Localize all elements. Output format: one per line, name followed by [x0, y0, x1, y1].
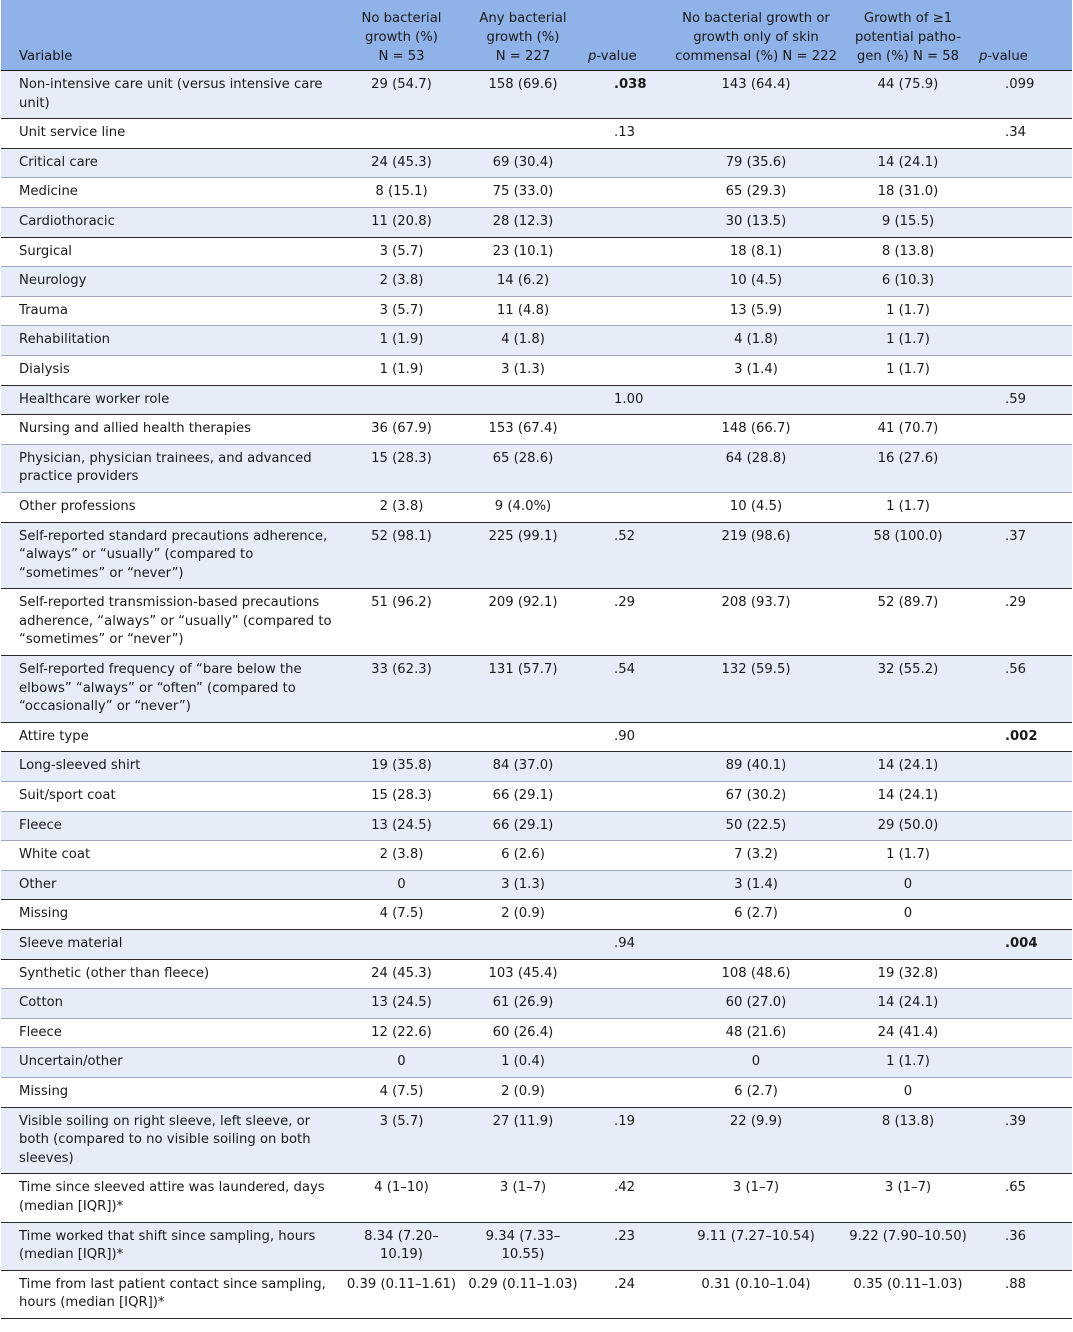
cell-p-value-2: [975, 148, 1072, 178]
cell-pathogen: 9 (15.5): [841, 207, 975, 237]
cell-pathogen: 41 (70.7): [841, 415, 975, 445]
cell-p-value-2: [975, 492, 1072, 522]
cell-p-value-2: [975, 237, 1072, 267]
cell-p-value-2: [975, 267, 1072, 297]
table-row: [1, 148, 1072, 178]
cell-p-value-2: [975, 900, 1072, 930]
cell-p-value-2: [975, 355, 1072, 385]
cell-no-growth: 12 (22.6): [341, 1018, 462, 1048]
cell-pathogen: 0: [841, 870, 975, 900]
cell-any-growth: 61 (26.9): [462, 989, 584, 1019]
table-row: [1, 1222, 1072, 1270]
cell-p-value-1: .52: [584, 522, 671, 589]
cell-commensal: 22 (9.9): [671, 1107, 841, 1174]
cell-commensal: 3 (1.4): [671, 355, 841, 385]
cell-commensal: [671, 722, 841, 752]
cell-any-growth: [462, 930, 584, 960]
header-p-value-2: [975, 0, 1072, 71]
header-p-italic: p: [979, 49, 988, 64]
cell-any-growth: 66 (29.1): [462, 782, 584, 812]
cell-pathogen: 32 (55.2): [841, 656, 975, 723]
cell-p-value-1: [584, 1077, 671, 1107]
cell-p-value-1: .13: [584, 119, 671, 149]
cell-p-value-2: .36: [975, 1222, 1072, 1270]
cell-p-value-2: [975, 782, 1072, 812]
cell-pathogen: 58 (100.0): [841, 522, 975, 589]
cell-no-growth: 2 (3.8): [341, 492, 462, 522]
cell-p-value-1: .54: [584, 656, 671, 723]
cell-p-value-1: .24: [584, 1270, 671, 1318]
cell-no-growth: 29 (54.7): [341, 71, 462, 119]
cell-commensal: 60 (27.0): [671, 989, 841, 1019]
cell-variable: Other professions: [1, 492, 341, 522]
cell-commensal: 3 (1.4): [671, 870, 841, 900]
cell-no-growth: 15 (28.3): [341, 444, 462, 492]
cell-p-value-2: [975, 752, 1072, 782]
cell-commensal: 132 (59.5): [671, 656, 841, 723]
cell-pathogen: 24 (41.4): [841, 1018, 975, 1048]
cell-no-growth: 3 (5.7): [341, 237, 462, 267]
cell-variable: Neurology: [1, 267, 341, 297]
cell-no-growth: 24 (45.3): [341, 148, 462, 178]
table-row: [1, 207, 1072, 237]
cell-p-value-2: .56: [975, 656, 1072, 723]
cell-p-value-2: .37: [975, 522, 1072, 589]
cell-pathogen: 0.35 (0.11–1.03): [841, 1270, 975, 1318]
cell-p-value-2: [975, 1018, 1072, 1048]
header-p-value-1: [584, 0, 671, 71]
table-row: [1, 119, 1072, 149]
cell-variable: Missing: [1, 1077, 341, 1107]
cell-variable: Nursing and allied health therapies: [1, 415, 341, 445]
cell-variable: Visible soiling on right sleeve, left sleeve, or both (compared to no visible soiling on both sleeves): [1, 1107, 341, 1174]
cell-variable: Physician, physician trainees, and advanced practice providers: [1, 444, 341, 492]
header-pathogen: [841, 0, 975, 71]
table-row: [1, 237, 1072, 267]
cell-no-growth: 1 (1.9): [341, 326, 462, 356]
cell-pathogen: 29 (50.0): [841, 811, 975, 841]
cell-p-value-2: .59: [975, 385, 1072, 415]
cell-any-growth: 11 (4.8): [462, 296, 584, 326]
table-row: [1, 415, 1072, 445]
cell-any-growth: 14 (6.2): [462, 267, 584, 297]
cell-any-growth: 3 (1.3): [462, 870, 584, 900]
cell-commensal: 18 (8.1): [671, 237, 841, 267]
cell-any-growth: 69 (30.4): [462, 148, 584, 178]
cell-commensal: 0: [671, 1048, 841, 1078]
cell-pathogen: [841, 722, 975, 752]
cell-commensal: 7 (3.2): [671, 841, 841, 871]
cell-p-value-2: [975, 811, 1072, 841]
cell-no-growth: 0.39 (0.11–1.61): [341, 1270, 462, 1318]
cell-commensal: 3 (1–7): [671, 1174, 841, 1222]
cell-variable: Time from last patient contact since sampling, hours (median [IQR])*: [1, 1270, 341, 1318]
cell-variable: Unit service line: [1, 119, 341, 149]
cell-commensal: 67 (30.2): [671, 782, 841, 812]
cell-any-growth: 6 (2.6): [462, 841, 584, 871]
cell-commensal: [671, 385, 841, 415]
header-commensal-line2: growth only of skin: [693, 30, 819, 45]
cell-commensal: 9.11 (7.27–10.54): [671, 1222, 841, 1270]
cell-p-value-2: [975, 444, 1072, 492]
header-p-suffix: -value: [987, 49, 1028, 64]
cell-pathogen: [841, 930, 975, 960]
cell-pathogen: 6 (10.3): [841, 267, 975, 297]
cell-variable: Self-reported frequency of “bare below the elbows” “always” or “often” (compared to “occasionally” or “never”): [1, 656, 341, 723]
cell-p-value-2: [975, 1048, 1072, 1078]
cell-p-value-1: 1.00: [584, 385, 671, 415]
cell-p-value-1: [584, 492, 671, 522]
cell-commensal: 219 (98.6): [671, 522, 841, 589]
cell-no-growth: 11 (20.8): [341, 207, 462, 237]
cell-commensal: [671, 119, 841, 149]
cell-no-growth: 24 (45.3): [341, 959, 462, 989]
header-commensal-line3: commensal (%) N = 222: [675, 49, 837, 64]
cell-variable: Uncertain/other: [1, 1048, 341, 1078]
cell-p-value-2: [975, 415, 1072, 445]
cell-p-value-1: .42: [584, 1174, 671, 1222]
cell-no-growth: 4 (7.5): [341, 1077, 462, 1107]
cell-p-value-2: [975, 870, 1072, 900]
cell-no-growth: 3 (5.7): [341, 1107, 462, 1174]
cell-any-growth: 1 (0.4): [462, 1048, 584, 1078]
cell-any-growth: [462, 119, 584, 149]
cell-no-growth: 8 (15.1): [341, 178, 462, 208]
table-row: [1, 1107, 1072, 1174]
cell-p-value-1: [584, 870, 671, 900]
cell-p-value-1: [584, 900, 671, 930]
cell-p-value-2: .29: [975, 589, 1072, 656]
cell-variable: Fleece: [1, 1018, 341, 1048]
cell-p-value-1: [584, 207, 671, 237]
table-row: [1, 989, 1072, 1019]
cell-p-value-2: [975, 296, 1072, 326]
cell-p-value-1: [584, 415, 671, 445]
cell-no-growth: 52 (98.1): [341, 522, 462, 589]
table-row: [1, 296, 1072, 326]
cell-p-value-1: .19: [584, 1107, 671, 1174]
cell-pathogen: 0: [841, 1077, 975, 1107]
cell-any-growth: 0.29 (0.11–1.03): [462, 1270, 584, 1318]
cell-pathogen: 0: [841, 900, 975, 930]
cell-p-value-2: .34: [975, 119, 1072, 149]
cell-variable: Cotton: [1, 989, 341, 1019]
header-any-growth: [462, 0, 584, 71]
cell-p-value-2: [975, 178, 1072, 208]
cell-variable: White coat: [1, 841, 341, 871]
cell-any-growth: 103 (45.4): [462, 959, 584, 989]
header-pathogen-line3: gen (%) N = 58: [856, 49, 960, 64]
table-row: [1, 1048, 1072, 1078]
cell-commensal: 89 (40.1): [671, 752, 841, 782]
cell-p-value-2: [975, 841, 1072, 871]
cell-p-value-1: [584, 1048, 671, 1078]
cell-no-growth: 8.34 (7.20–10.19): [341, 1222, 462, 1270]
table-body: [1, 71, 1072, 1319]
cell-commensal: 0.31 (0.10–1.04): [671, 1270, 841, 1318]
cell-no-growth: 33 (62.3): [341, 656, 462, 723]
cell-any-growth: 225 (99.1): [462, 522, 584, 589]
cell-any-growth: 131 (57.7): [462, 656, 584, 723]
cell-no-growth: 4 (1–10): [341, 1174, 462, 1222]
cell-any-growth: 4 (1.8): [462, 326, 584, 356]
header-no-growth-line3: N = 53: [378, 49, 425, 64]
cell-commensal: 30 (13.5): [671, 207, 841, 237]
cell-p-value-1: [584, 752, 671, 782]
cell-p-value-1: .038: [584, 71, 671, 119]
table-row: [1, 522, 1072, 589]
cell-variable: Fleece: [1, 811, 341, 841]
cell-no-growth: 0: [341, 870, 462, 900]
cell-pathogen: 18 (31.0): [841, 178, 975, 208]
cell-no-growth: 51 (96.2): [341, 589, 462, 656]
cell-commensal: 10 (4.5): [671, 492, 841, 522]
table-row: [1, 1018, 1072, 1048]
table-row: [1, 811, 1072, 841]
cell-pathogen: 3 (1–7): [841, 1174, 975, 1222]
cell-pathogen: [841, 119, 975, 149]
header-commensal: [671, 0, 841, 71]
cell-commensal: 79 (35.6): [671, 148, 841, 178]
cell-pathogen: 8 (13.8): [841, 1107, 975, 1174]
cell-no-growth: 2 (3.8): [341, 841, 462, 871]
table-row: [1, 870, 1072, 900]
cell-commensal: 148 (66.7): [671, 415, 841, 445]
cell-commensal: 50 (22.5): [671, 811, 841, 841]
cell-no-growth: [341, 119, 462, 149]
table-row: [1, 841, 1072, 871]
cell-p-value-1: [584, 444, 671, 492]
table-row: [1, 71, 1072, 119]
cell-pathogen: [841, 385, 975, 415]
header-any-growth-line1: Any bacterial: [479, 11, 567, 26]
cell-pathogen: 52 (89.7): [841, 589, 975, 656]
cell-pathogen: 16 (27.6): [841, 444, 975, 492]
cell-no-growth: 1 (1.9): [341, 355, 462, 385]
cell-variable: Critical care: [1, 148, 341, 178]
cell-variable: Healthcare worker role: [1, 385, 341, 415]
cell-any-growth: 209 (92.1): [462, 589, 584, 656]
cell-any-growth: 65 (28.6): [462, 444, 584, 492]
cell-p-value-2: .65: [975, 1174, 1072, 1222]
cell-p-value-1: [584, 782, 671, 812]
cell-pathogen: 1 (1.7): [841, 1048, 975, 1078]
cell-p-value-1: [584, 267, 671, 297]
cell-any-growth: 60 (26.4): [462, 1018, 584, 1048]
table-row: [1, 752, 1072, 782]
cell-p-value-2: [975, 207, 1072, 237]
cell-commensal: [671, 930, 841, 960]
cell-pathogen: 44 (75.9): [841, 71, 975, 119]
cell-p-value-1: [584, 355, 671, 385]
cell-variable: Time worked that shift since sampling, hours (median [IQR])*: [1, 1222, 341, 1270]
cell-p-value-1: [584, 841, 671, 871]
cell-variable: Other: [1, 870, 341, 900]
cell-pathogen: 14 (24.1): [841, 989, 975, 1019]
cell-variable: Cardiothoracic: [1, 207, 341, 237]
cell-variable: Long-sleeved shirt: [1, 752, 341, 782]
cell-commensal: 208 (93.7): [671, 589, 841, 656]
table-row: [1, 385, 1072, 415]
cell-p-value-1: [584, 989, 671, 1019]
cell-p-value-1: [584, 148, 671, 178]
header-pathogen-line2: potential patho-: [855, 30, 961, 45]
cell-p-value-1: .94: [584, 930, 671, 960]
cell-variable: Rehabilitation: [1, 326, 341, 356]
table-row: [1, 1174, 1072, 1222]
cell-commensal: 143 (64.4): [671, 71, 841, 119]
cell-commensal: 6 (2.7): [671, 900, 841, 930]
table-row: [1, 326, 1072, 356]
cell-no-growth: 13 (24.5): [341, 989, 462, 1019]
table-row: [1, 782, 1072, 812]
data-table: [1, 0, 1072, 1319]
cell-variable: Self-reported standard precautions adherence, “always” or “usually” (compared to “sometimes” or “never”): [1, 522, 341, 589]
header-commensal-line1: No bacterial growth or: [682, 11, 830, 26]
cell-no-growth: 36 (67.9): [341, 415, 462, 445]
cell-no-growth: 3 (5.7): [341, 296, 462, 326]
cell-variable: Medicine: [1, 178, 341, 208]
header-p-suffix: -value: [596, 49, 637, 64]
cell-p-value-2: .004: [975, 930, 1072, 960]
cell-commensal: 108 (48.6): [671, 959, 841, 989]
cell-pathogen: 1 (1.7): [841, 841, 975, 871]
table-row: [1, 589, 1072, 656]
cell-p-value-2: .099: [975, 71, 1072, 119]
cell-pathogen: 14 (24.1): [841, 148, 975, 178]
cell-pathogen: 14 (24.1): [841, 782, 975, 812]
cell-variable: Time since sleeved attire was laundered, days (median [IQR])*: [1, 1174, 341, 1222]
cell-any-growth: 153 (67.4): [462, 415, 584, 445]
cell-p-value-2: [975, 1077, 1072, 1107]
cell-commensal: 6 (2.7): [671, 1077, 841, 1107]
cell-any-growth: 66 (29.1): [462, 811, 584, 841]
cell-no-growth: 4 (7.5): [341, 900, 462, 930]
table-row: [1, 1077, 1072, 1107]
cell-p-value-1: [584, 237, 671, 267]
cell-any-growth: 9.34 (7.33–10.55): [462, 1222, 584, 1270]
cell-p-value-2: .88: [975, 1270, 1072, 1318]
cell-variable: Sleeve material: [1, 930, 341, 960]
cell-no-growth: 0: [341, 1048, 462, 1078]
cell-no-growth: [341, 722, 462, 752]
cell-any-growth: 27 (11.9): [462, 1107, 584, 1174]
table-row: [1, 959, 1072, 989]
cell-commensal: 10 (4.5): [671, 267, 841, 297]
cell-p-value-2: .002: [975, 722, 1072, 752]
table-row: [1, 355, 1072, 385]
cell-variable: Synthetic (other than fleece): [1, 959, 341, 989]
cell-p-value-1: .23: [584, 1222, 671, 1270]
table-row: [1, 722, 1072, 752]
table-row: [1, 930, 1072, 960]
cell-pathogen: 9.22 (7.90–10.50): [841, 1222, 975, 1270]
cell-any-growth: 9 (4.0%): [462, 492, 584, 522]
cell-pathogen: 1 (1.7): [841, 355, 975, 385]
cell-no-growth: 13 (24.5): [341, 811, 462, 841]
cell-variable: Suit/sport coat: [1, 782, 341, 812]
cell-p-value-2: .39: [975, 1107, 1072, 1174]
cell-pathogen: 1 (1.7): [841, 492, 975, 522]
cell-any-growth: 3 (1.3): [462, 355, 584, 385]
cell-variable: Attire type: [1, 722, 341, 752]
cell-commensal: 64 (28.8): [671, 444, 841, 492]
header-variable: Variable: [1, 0, 341, 71]
cell-no-growth: [341, 930, 462, 960]
cell-p-value-1: .90: [584, 722, 671, 752]
cell-any-growth: 84 (37.0): [462, 752, 584, 782]
cell-any-growth: 3 (1–7): [462, 1174, 584, 1222]
cell-p-value-1: [584, 959, 671, 989]
cell-variable: Missing: [1, 900, 341, 930]
cell-any-growth: [462, 385, 584, 415]
cell-commensal: 13 (5.9): [671, 296, 841, 326]
cell-commensal: 4 (1.8): [671, 326, 841, 356]
cell-pathogen: 1 (1.7): [841, 326, 975, 356]
cell-pathogen: 8 (13.8): [841, 237, 975, 267]
cell-p-value-2: [975, 326, 1072, 356]
header-pathogen-line1: Growth of ≥1: [863, 11, 953, 26]
cell-p-value-1: [584, 296, 671, 326]
cell-no-growth: 15 (28.3): [341, 782, 462, 812]
cell-any-growth: [462, 722, 584, 752]
cell-p-value-2: [975, 989, 1072, 1019]
table-row: [1, 1270, 1072, 1318]
cell-any-growth: 2 (0.9): [462, 900, 584, 930]
cell-any-growth: 23 (10.1): [462, 237, 584, 267]
cell-commensal: 65 (29.3): [671, 178, 841, 208]
cell-any-growth: 158 (69.6): [462, 71, 584, 119]
cell-no-growth: [341, 385, 462, 415]
table-row: [1, 656, 1072, 723]
cell-variable: Non-intensive care unit (versus intensive care unit): [1, 71, 341, 119]
cell-any-growth: 28 (12.3): [462, 207, 584, 237]
cell-p-value-1: [584, 326, 671, 356]
table-row: [1, 267, 1072, 297]
cell-p-value-1: [584, 1018, 671, 1048]
cell-variable: Self-reported transmission-based precautions adherence, “always” or “usually” (compared to “sometimes” or “never”): [1, 589, 341, 656]
cell-p-value-2: [975, 959, 1072, 989]
header-no-growth-line2: growth (%): [365, 30, 438, 45]
cell-variable: Trauma: [1, 296, 341, 326]
table-row: [1, 178, 1072, 208]
cell-any-growth: 2 (0.9): [462, 1077, 584, 1107]
table-row: [1, 444, 1072, 492]
cell-commensal: 48 (21.6): [671, 1018, 841, 1048]
cell-any-growth: 75 (33.0): [462, 178, 584, 208]
header-any-growth-line2: growth (%): [486, 30, 560, 45]
cell-p-value-1: [584, 811, 671, 841]
header-p-italic: p: [588, 49, 597, 64]
cell-p-value-1: [584, 178, 671, 208]
header-no-growth-line1: No bacterial: [361, 11, 442, 26]
cell-pathogen: 19 (32.8): [841, 959, 975, 989]
table-row: [1, 900, 1072, 930]
header-any-growth-line3: N = 227: [495, 49, 551, 64]
cell-p-value-1: .29: [584, 589, 671, 656]
cell-no-growth: 19 (35.8): [341, 752, 462, 782]
cell-variable: Surgical: [1, 237, 341, 267]
cell-pathogen: 14 (24.1): [841, 752, 975, 782]
header-no-growth: [341, 0, 462, 71]
cell-no-growth: 2 (3.8): [341, 267, 462, 297]
cell-variable: Dialysis: [1, 355, 341, 385]
cell-pathogen: 1 (1.7): [841, 296, 975, 326]
table-row: [1, 492, 1072, 522]
table-header: [1, 0, 1072, 71]
